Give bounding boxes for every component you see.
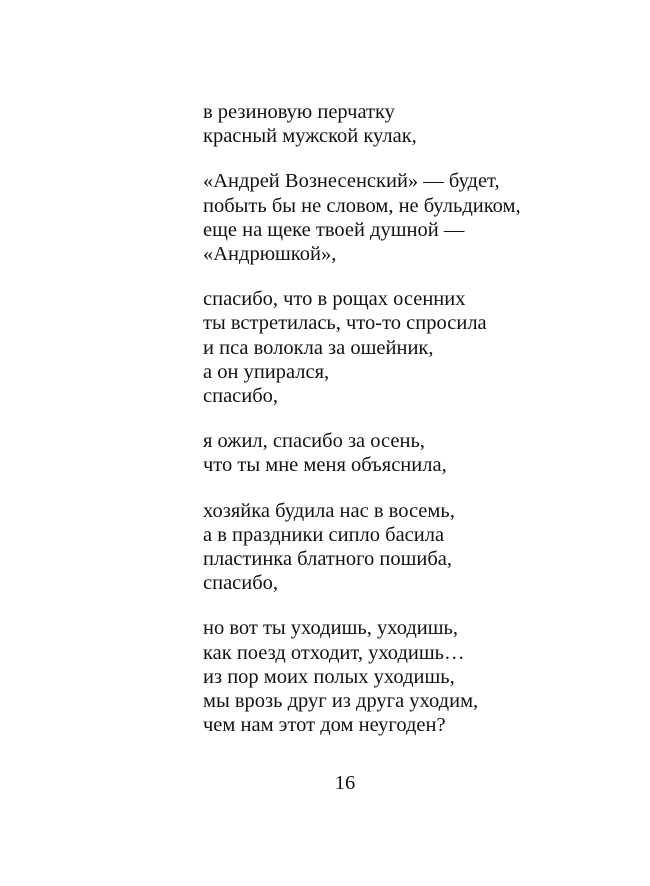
stanza bbox=[203, 169, 623, 266]
poem-line: мы врозь друг из друга уходим, bbox=[203, 690, 479, 713]
poem-line: хозяйка будила нас в восемь, bbox=[203, 499, 455, 522]
stanza bbox=[203, 499, 623, 596]
poem-line: красный мужской кулак, bbox=[203, 125, 417, 148]
poem-line: а он упирался, bbox=[203, 360, 330, 383]
page-number: 16 bbox=[334, 772, 356, 794]
poem-line: ты встретилась, что-то спросила bbox=[203, 312, 487, 335]
poem-line: как поезд отходит, уходишь… bbox=[203, 641, 465, 664]
poem-line: что ты мне меня объяснила, bbox=[203, 454, 447, 477]
poem-line: спасибо, что в рощах осенних bbox=[203, 288, 466, 311]
poem-line: пластинка блатного пошиба, bbox=[203, 548, 452, 571]
poem-line: но вот ты уходишь, уходишь, bbox=[203, 617, 459, 640]
poem-line: еще на щеке твоей душной — bbox=[203, 218, 465, 241]
stanza bbox=[203, 287, 623, 408]
poem-line: «Андрюшкой», bbox=[203, 243, 337, 266]
poem-text bbox=[203, 100, 623, 758]
poem-line: побыть бы не словом, не бульдиком, bbox=[203, 194, 521, 217]
poem-line: и пса волокла за ошейник, bbox=[203, 336, 434, 359]
poem-line: «Андрей Вознесенский» — будет, bbox=[203, 170, 500, 193]
stanza bbox=[203, 429, 623, 477]
stanza bbox=[203, 616, 623, 737]
stanza bbox=[203, 100, 623, 148]
poem-line: в резиновую перчатку bbox=[203, 101, 395, 123]
poem-line: а в праздники сипло басила bbox=[203, 523, 445, 546]
poem-line: спасибо, bbox=[203, 385, 279, 408]
poem-line: спасибо, bbox=[203, 572, 279, 595]
poem-line: из пор моих полых уходишь, bbox=[203, 665, 455, 688]
poem-line: я ожил, спасибо за осень, bbox=[203, 430, 425, 453]
poem-line: чем нам этот дом неугоден? bbox=[203, 714, 446, 737]
